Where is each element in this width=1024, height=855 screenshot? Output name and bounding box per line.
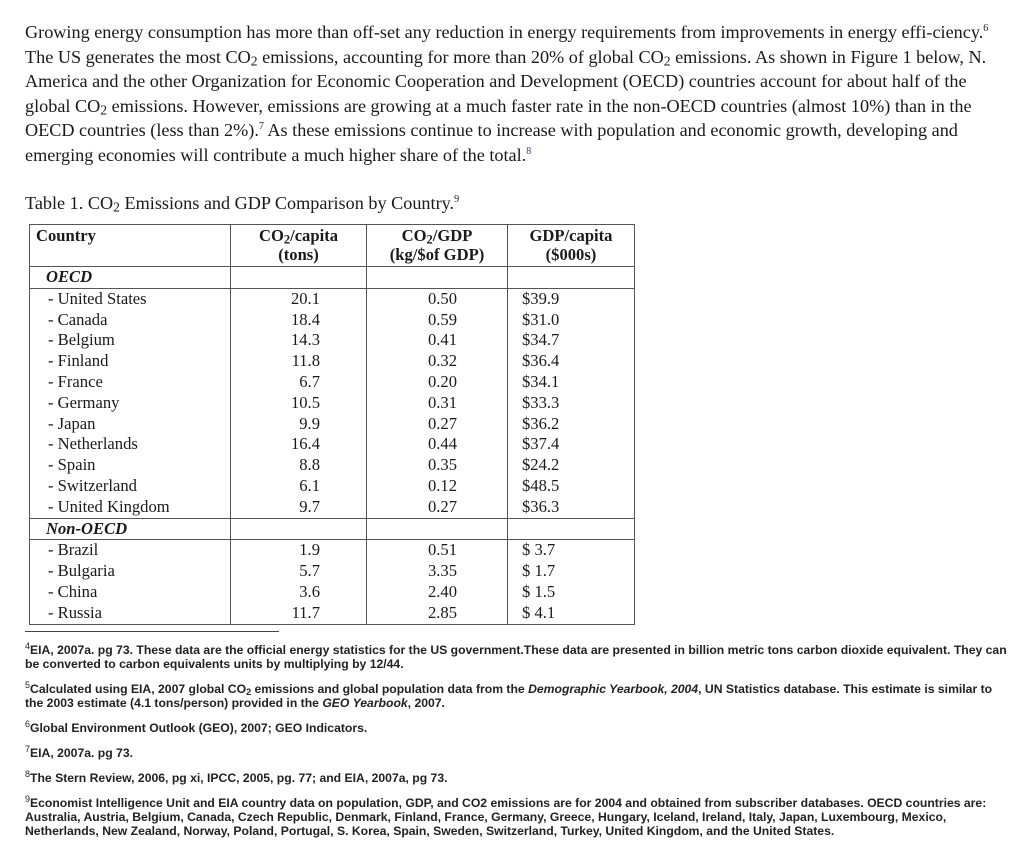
- co2-capita-cell: 18.4: [231, 310, 367, 331]
- table-row: [30, 540, 635, 561]
- subscript: 2: [100, 102, 108, 118]
- co2-capita-cell: 1.9: [231, 540, 367, 561]
- gdp-capita-cell: $37.4: [508, 434, 635, 455]
- subscript: 2: [250, 53, 258, 69]
- header-text: /capita: [290, 226, 339, 245]
- group-name: OECD: [30, 267, 231, 289]
- co2-capita-cell: 6.1: [231, 476, 367, 497]
- footnote-ref-6[interactable]: 6: [983, 22, 989, 34]
- footnote-divider: [25, 631, 279, 632]
- table-row: [30, 393, 635, 414]
- footnote-5: [25, 679, 1010, 710]
- co2-gdp-cell: 0.32: [367, 351, 508, 372]
- gdp-capita-cell: $33.3: [508, 393, 635, 414]
- footnote-number: 8: [25, 768, 31, 779]
- country-cell: - Canada: [30, 310, 231, 331]
- co2-capita-cell: 9.7: [231, 497, 367, 518]
- footnote-text: Global Environment Outlook (GEO), 2007; GEO Indicators.: [30, 721, 368, 735]
- co2-capita-cell: 14.3: [231, 330, 367, 351]
- co2-capita-cell: 5.7: [231, 561, 367, 582]
- intro-text: emissions. However, emissions are growing at a much faster rate in the non-OECD countries (almost 10%) than in the OECD countries (less than 2%).: [25, 95, 972, 140]
- table-row: [30, 310, 635, 331]
- header-unit: (tons): [278, 245, 319, 264]
- country-cell: - Switzerland: [30, 476, 231, 497]
- intro-text: emissions, accounting for more than 20% of global CO: [257, 46, 664, 67]
- footnote-8: [25, 768, 1010, 785]
- intro-text: As these emissions continue to increase with population and economic growth, developing and emerging economies will contribute a much higher share of the total.: [25, 120, 958, 165]
- table-row: [30, 372, 635, 393]
- empty-cell: [367, 267, 508, 289]
- intro-text: The US generates the most CO: [25, 46, 251, 67]
- header-unit: ($000s): [545, 245, 597, 264]
- co2-capita-cell: 8.8: [231, 455, 367, 476]
- footnote-text: emissions and global population data from the: [251, 682, 529, 696]
- country-cell: - China: [30, 582, 231, 603]
- header-gdp-capita: [508, 225, 635, 267]
- co2-capita-cell: 3.6: [231, 582, 367, 603]
- table-row: [30, 288, 635, 309]
- footnote-number: 5: [25, 679, 31, 690]
- co2-gdp-cell: 0.41: [367, 330, 508, 351]
- co2-capita-cell: 10.5: [231, 393, 367, 414]
- footnote-6: [25, 718, 1010, 735]
- empty-cell: [231, 267, 367, 289]
- header-unit: (kg/$of GDP): [389, 245, 485, 264]
- country-cell: - Germany: [30, 393, 231, 414]
- intro-paragraph: [25, 20, 1010, 167]
- co2-gdp-cell: 0.51: [367, 540, 508, 561]
- table-row: [30, 603, 635, 624]
- table-row: [30, 434, 635, 455]
- subscript: 2: [246, 686, 252, 697]
- country-cell: - Brazil: [30, 540, 231, 561]
- country-cell: - Netherlands: [30, 434, 231, 455]
- footnote-4: [25, 640, 1010, 671]
- empty-cell: [508, 518, 635, 540]
- subscript: 2: [283, 232, 291, 247]
- emissions-table: [29, 224, 635, 625]
- table-group-row: [30, 267, 635, 289]
- gdp-capita-cell: $31.0: [508, 310, 635, 331]
- table-row: [30, 330, 635, 351]
- footnote-text: , 2007.: [407, 696, 445, 710]
- footnote-ref-8[interactable]: 8: [526, 145, 532, 157]
- footnote-9: [25, 793, 1010, 838]
- gdp-capita-cell: $48.5: [508, 476, 635, 497]
- gdp-capita-cell: $ 1.5: [508, 582, 635, 603]
- gdp-capita-cell: $39.9: [508, 288, 635, 309]
- co2-gdp-cell: 0.50: [367, 288, 508, 309]
- country-cell: - Finland: [30, 351, 231, 372]
- co2-gdp-cell: 2.40: [367, 582, 508, 603]
- group-name: Non-OECD: [30, 518, 231, 540]
- country-cell: - Belgium: [30, 330, 231, 351]
- co2-capita-cell: 16.4: [231, 434, 367, 455]
- co2-gdp-cell: 0.27: [367, 414, 508, 435]
- co2-gdp-cell: 0.20: [367, 372, 508, 393]
- gdp-capita-cell: $ 3.7: [508, 540, 635, 561]
- table-row: [30, 455, 635, 476]
- subscript: 2: [426, 232, 433, 247]
- footnote-text: The Stern Review, 2006, pg xi, IPCC, 2005, pg. 77; and EIA, 2007a, pg 73.: [30, 771, 448, 785]
- header-text: GDP/capita: [529, 226, 613, 245]
- gdp-capita-cell: $34.1: [508, 372, 635, 393]
- table-row: [30, 582, 635, 603]
- footnote-title: Demographic Yearbook, 2004: [528, 682, 699, 696]
- header-co2-gdp: [367, 225, 508, 267]
- footnote-text: Calculated using EIA, 2007 global CO: [30, 682, 247, 696]
- country-cell: - United States: [30, 288, 231, 309]
- table-caption: [25, 193, 459, 214]
- header-country: Country: [30, 225, 231, 267]
- country-cell: - United Kingdom: [30, 497, 231, 518]
- footnote-7: [25, 743, 1010, 760]
- co2-gdp-cell: 0.12: [367, 476, 508, 497]
- footnote-title: GEO Yearbook: [322, 696, 408, 710]
- gdp-capita-cell: $34.7: [508, 330, 635, 351]
- subscript: 2: [663, 53, 671, 69]
- table-row: [30, 351, 635, 372]
- gdp-capita-cell: $36.4: [508, 351, 635, 372]
- table-body: [30, 267, 635, 625]
- subscript: 2: [113, 199, 120, 215]
- intro-text: emissions. As shown in Figure 1 below, N. America and the other Organization for Economic Cooperation and Development (OECD) countries account for about half of the global CO: [25, 46, 987, 116]
- footnote-text: EIA, 2007a. pg 73. These data are the official energy statistics for the US government.These data are presented in billion metric tons carbon dioxide equivalent. They can be converted to carbon equivalents units by multiplying by 12/44.: [25, 643, 1007, 671]
- footnote-text: Economist Intelligence Unit and EIA country data on population, GDP, and CO2 emissions are for 2004 and obtained from subscriber databases. OECD countries are: Australia, Austria, Belgium, Canada, Czech Republic, Denmark, Finland, France, Germany, Greece, Hungary, Iceland, Ireland, Italy, Japan, Luxembourg, Mexico, Netherlands, New Zealand, Norway, Poland, Portugal, S. Korea, Spain, Sweden, Switzerland, Turkey, United Kingdom, and the United States.: [25, 796, 987, 838]
- country-cell: - Japan: [30, 414, 231, 435]
- empty-cell: [367, 518, 508, 540]
- co2-gdp-cell: 0.27: [367, 497, 508, 518]
- footnote-number: 7: [25, 743, 31, 754]
- co2-capita-cell: 20.1: [231, 288, 367, 309]
- gdp-capita-cell: $24.2: [508, 455, 635, 476]
- co2-gdp-cell: 3.35: [367, 561, 508, 582]
- table-header-row: [30, 225, 635, 267]
- gdp-capita-cell: $36.3: [508, 497, 635, 518]
- caption-text: Table 1. CO: [25, 193, 114, 213]
- header-text: /GDP: [432, 226, 473, 245]
- footnote-text: , UN Statistics database. This estimate is similar to the 2003 estimate (4.1 tons/person) provided in the: [25, 682, 993, 710]
- empty-cell: [508, 267, 635, 289]
- empty-cell: [231, 518, 367, 540]
- footnote-ref-7[interactable]: 7: [258, 120, 264, 132]
- co2-gdp-cell: 2.85: [367, 603, 508, 624]
- footnotes: [25, 640, 1010, 849]
- country-cell: - Bulgaria: [30, 561, 231, 582]
- country-cell: - Spain: [30, 455, 231, 476]
- footnote-number: 4: [25, 640, 31, 651]
- intro-text: Growing energy consumption has more than off-set any reduction in energy requirements from improvements in energy effi-ciency.: [25, 22, 984, 42]
- co2-capita-cell: 9.9: [231, 414, 367, 435]
- co2-gdp-cell: 0.44: [367, 434, 508, 455]
- table-row: [30, 561, 635, 582]
- table-row: [30, 414, 635, 435]
- gdp-capita-cell: $36.2: [508, 414, 635, 435]
- gdp-capita-cell: $ 4.1: [508, 603, 635, 624]
- header-co2-capita: [231, 225, 367, 267]
- table-row: [30, 476, 635, 497]
- header-text: CO: [401, 226, 427, 245]
- co2-capita-cell: 11.8: [231, 351, 367, 372]
- co2-gdp-cell: 0.35: [367, 455, 508, 476]
- co2-capita-cell: 11.7: [231, 603, 367, 624]
- footnote-number: 6: [25, 718, 31, 729]
- country-cell: - Russia: [30, 603, 231, 624]
- country-cell: - France: [30, 372, 231, 393]
- footnote-number: 9: [25, 793, 31, 804]
- co2-gdp-cell: 0.59: [367, 310, 508, 331]
- gdp-capita-cell: $ 1.7: [508, 561, 635, 582]
- caption-text: Emissions and GDP Comparison by Country.: [119, 193, 455, 213]
- co2-gdp-cell: 0.31: [367, 393, 508, 414]
- table-group-row: [30, 518, 635, 540]
- co2-capita-cell: 6.7: [231, 372, 367, 393]
- header-text: CO: [258, 226, 284, 245]
- table-row: [30, 497, 635, 518]
- footnote-text: EIA, 2007a. pg 73.: [30, 746, 133, 760]
- footnote-ref-9[interactable]: 9: [454, 193, 460, 205]
